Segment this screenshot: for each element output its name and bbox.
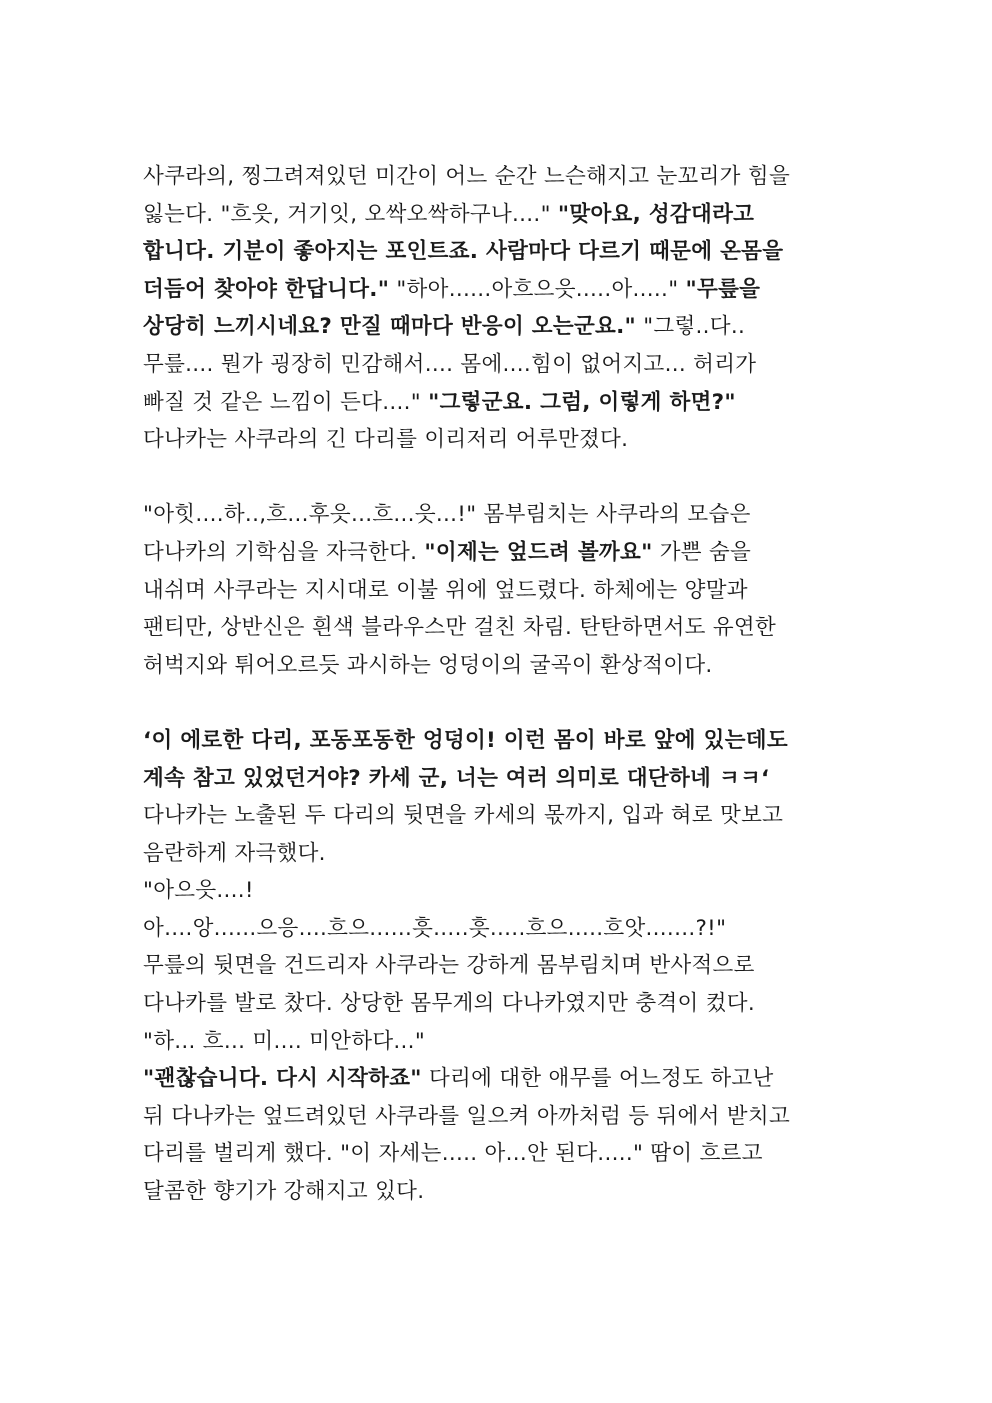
p3-line-12 — [143, 1135, 855, 1173]
p1-line-2 — [143, 196, 855, 234]
text-run: "아힛....하..,흐...후읏...흐...읏...!" 몸부림치는 사쿠라의 모습은 — [143, 502, 751, 528]
paragraph-gap — [143, 684, 855, 722]
bold-inner-thought: ‘이 에로한 다리, 포동포동한 엉덩이! 이런 몸이 바로 앞에 있는데도 — [143, 727, 788, 753]
text-run: 뒤 다나카는 엎드려있던 사쿠라를 일으켜 아까처럼 등 뒤에서 받치고 — [143, 1103, 791, 1129]
text-run: 음란하게 자극했다. — [143, 840, 326, 866]
bold-inner-thought: 계속 참고 있었던거야? 카세 군, 너는 여러 의미로 대단하네 ㅋㅋ‘ — [143, 765, 770, 791]
bold-dialogue: "그렇군요. 그럼, 이렇게 하면?" — [428, 389, 736, 415]
p3-line-5 — [143, 872, 855, 910]
p1-line-4 — [143, 271, 855, 309]
p3-line-3 — [143, 797, 855, 835]
text-run: 빠질 것 같은 느낌이 든다...." — [143, 389, 429, 415]
text-run: "하아......아흐으읏.....아....." — [389, 276, 686, 302]
bold-dialogue: "괜찮습니다. 다시 시작하죠" — [143, 1066, 422, 1092]
text-run: 팬티만, 상반신은 흰색 블라우스만 걸친 차림. 탄탄하면서도 유연한 — [143, 615, 777, 641]
p3-line-2 — [143, 760, 855, 798]
p3-line-4 — [143, 835, 855, 873]
bold-dialogue: "맞아요, 성감대라고 — [557, 201, 755, 227]
text-run: 다나카는 노출된 두 다리의 뒷면을 카세의 몫까지, 입과 혀로 맛보고 — [143, 803, 784, 829]
text-run: 다나카를 발로 찼다. 상당한 몸무게의 다나카였지만 충격이 컸다. — [143, 991, 756, 1017]
text-run: 무릎의 뒷면을 건드리자 사쿠라는 강하게 몸부림치며 반사적으로 — [143, 953, 755, 979]
p1-line-1 — [143, 158, 855, 196]
text-run: "하... 흐... 미.... 미안하다..." — [143, 1028, 426, 1054]
p1-line-5 — [143, 308, 855, 346]
p1-line-7 — [143, 384, 855, 422]
p2-line-1 — [143, 496, 855, 534]
text-run: 다나카의 기학심을 자극한다. — [143, 539, 425, 565]
bold-dialogue: 합니다. 기분이 좋아지는 포인트죠. 사람마다 다르기 때문에 온몸을 — [143, 239, 784, 265]
text-run: 내쉬며 사쿠라는 지시대로 이불 위에 엎드렸다. 하체에는 양말과 — [143, 577, 748, 603]
body-text — [143, 158, 855, 1211]
text-run: "그렇..다.. — [636, 314, 746, 340]
text-run: 잃는다. "흐읏, 거기잇, 오싹오싹하구나...." — [143, 201, 558, 227]
p1-line-3 — [143, 233, 855, 271]
text-run: 무릎.... 뭔가 굉장히 민감해서.... 몸에....힘이 없어지고... 허리가 — [143, 351, 757, 377]
p3-line-9 — [143, 1023, 855, 1061]
p3-line-1 — [143, 722, 855, 760]
bold-dialogue: 상당히 느끼시네요? 만질 때마다 반응이 오는군요." — [143, 314, 637, 340]
p1-line-6 — [143, 346, 855, 384]
text-run: 다리에 대한 애무를 어느정도 하고난 — [421, 1066, 774, 1092]
bold-dialogue: "무릎을 — [685, 276, 761, 302]
text-run: "아으읏....! — [143, 878, 254, 904]
paragraph-gap — [143, 459, 855, 497]
p3-line-13 — [143, 1173, 855, 1211]
p1-line-8 — [143, 421, 855, 459]
p2-line-4 — [143, 609, 855, 647]
text-run: 허벅지와 튀어오르듯 과시하는 엉덩이의 굴곡이 환상적이다. — [143, 652, 713, 678]
p2-line-2 — [143, 534, 855, 572]
p3-line-11 — [143, 1098, 855, 1136]
text-run: 사쿠라의, 찡그려져있던 미간이 어느 순간 느슨해지고 눈꼬리가 힘을 — [143, 164, 791, 189]
p3-line-8 — [143, 985, 855, 1023]
p2-line-3 — [143, 572, 855, 610]
text-run: 가쁜 숨을 — [652, 539, 752, 565]
text-run: 다나카는 사쿠라의 긴 다리를 이리저리 어루만졌다. — [143, 427, 629, 453]
text-run: 아....앙......으응....흐으......흣.....흣.....흐으.....흐앗.......?!" — [143, 915, 727, 941]
p3-line-7 — [143, 947, 855, 985]
text-run: 다리를 벌리게 했다. "이 자세는..... 아...안 된다....." 땀이 흐르고 — [143, 1141, 763, 1167]
p3-line-10 — [143, 1060, 855, 1098]
p2-line-5 — [143, 647, 855, 685]
text-run: 달콤한 향기가 강해지고 있다. — [143, 1179, 425, 1205]
bold-dialogue: "이제는 엎드려 볼까요" — [424, 539, 653, 565]
bold-dialogue: 더듬어 찾아야 한답니다." — [143, 276, 390, 302]
p3-line-6 — [143, 910, 855, 948]
